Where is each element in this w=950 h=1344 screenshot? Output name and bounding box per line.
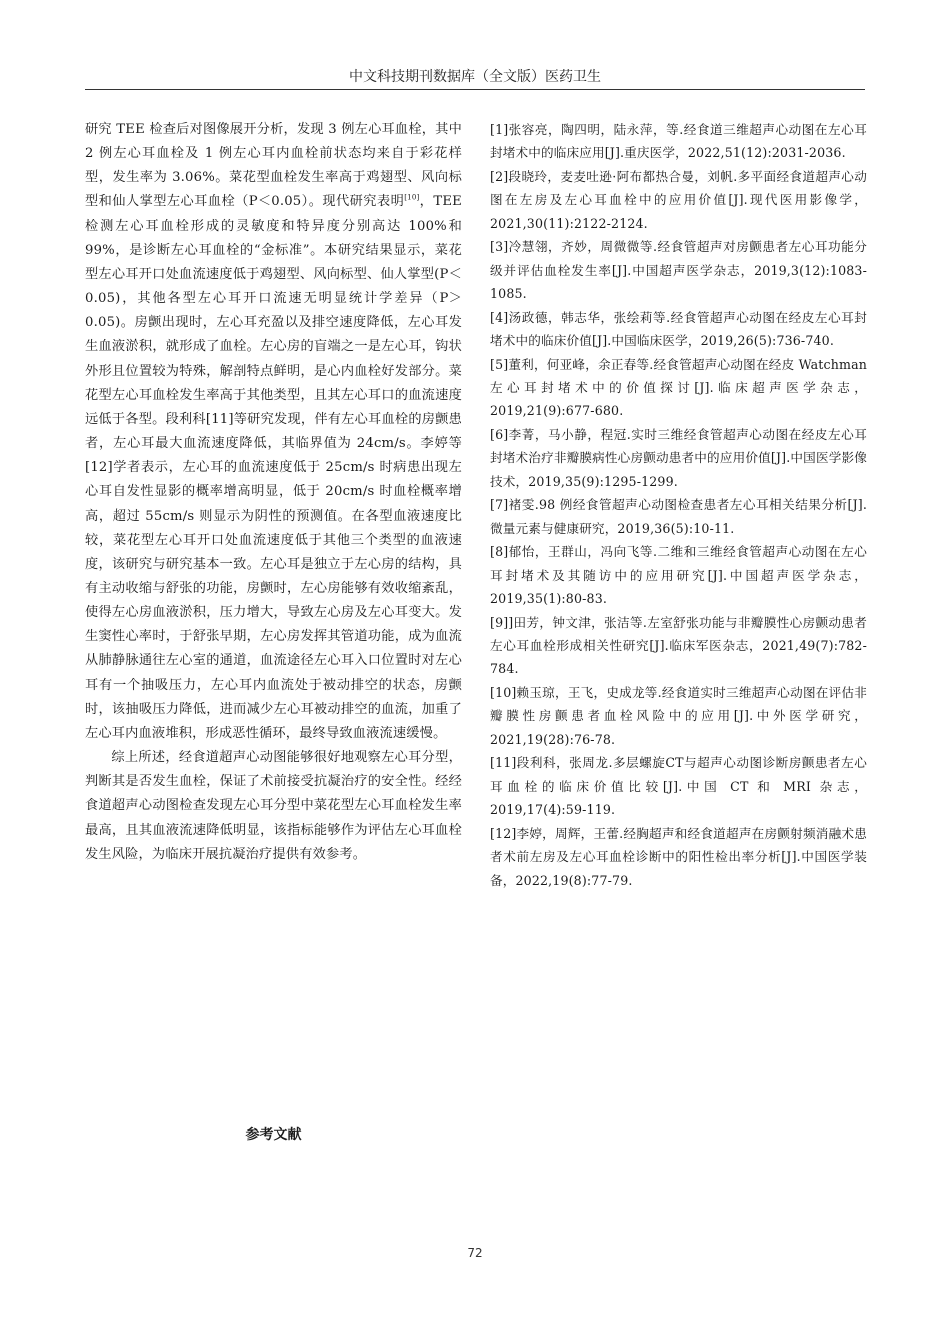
references-column [490,118,867,892]
reference-item: [2]段晓玲，麦麦吐逊·阿布都热合曼，刘帆.多平面经食道超声心动图在左房及左心耳血栓中的应用价值[J].现代医用影像学，2021,30(11):2122-2124. [490,168,867,231]
page-number: 72 [467,1246,483,1260]
reference-item: [7]褚雯.98 例经食管超声心动图检查患者左心耳相关结果分析[J].微量元素与健康研究，2019,36(5):10-11. [490,497,867,536]
reference-item: [6]李菁，马小静，程冠.实时三维经食管超声心动图在经皮左心耳封堵术治疗非瓣膜病性心房颤动患者中的应用价值[J].中国医学影像技术，2019,35(9):1295-1299. [490,426,867,489]
references-heading: 参考文献 [245,1127,302,1143]
reference-item: [10]赖玉琼，王飞，史成龙等.经食道实时三维超声心动图在评估非瓣膜性房颤患者血栓风险中的应用[J].中外医学研究，2021,19(28):76-78. [490,684,867,747]
journal-header: 中文科技期刊数据库（全文版）医药卫生 [349,69,601,85]
reference-item: [5]董利，何亚峰，余正春等.经食管超声心动图在经皮 Watchman 左心耳封堵术中的价值探讨[J].临床超声医学杂志，2019,21(9):677-680. [490,356,867,419]
body-paragraph-2: 综上所述，经食道超声心动图能够很好地观察左心耳分型，判断其是否发生血栓，保证了术前接受抗凝治疗的安全性。经经食道超声心动图检查发现左心耳分型中菜花型左心耳血栓发生率最高，且其血液流速降低明显，该指标能够作为评估左心耳血栓发生风险，为临床开展抗凝治疗提供有效参考。 [85,750,462,862]
header-divider [85,89,865,90]
reference-item: [9]]田芳，钟文津，张洁等.左室舒张功能与非瓣膜性心房颤动患者左心耳血栓形成相关性研究[J].临床军医杂志，2021,49(7):782-784. [490,614,867,677]
body-paragraph-1-part-a: 研究 TEE 检查后对图像展开分析，发现 3 例左心耳血栓，其中 2 例左心耳血栓及 1 例左心耳内血栓前状态均来自于彩花样型，发生率为 3.06%。菜花型血栓发生率高于鸡翅型、风向标型和仙人掌型左心耳血栓（P＜0.05）。现代研究表明 [85,122,462,210]
citation-10: [10] [404,194,420,203]
body-paragraph-1 [85,118,462,746]
body-text-column [85,118,462,867]
reference-item: [1]张容亮，陶四明，陆永萍，等.经食道三维超声心动图在左心耳封堵术中的临床应用[J].重庆医学，2022,51(12):2031-2036. [490,122,867,161]
reference-item: [3]冷慧翎，齐妙，周微微等.经食管超声对房颤患者左心耳功能分级并评估血栓发生率[J].中国超声医学杂志，2019,3(12):1083-1085. [490,239,867,302]
reference-item: [12]李婷，周辉，王蕾.经胸超声和经食道超声在房颤射频消融术患者术前左房及左心耳血栓诊断中的阳性检出率分析[J].中国医学装备，2022,19(8):77-79. [490,825,867,888]
body-paragraph-1-part-b: ，TEE 检测左心耳血栓形成的灵敏度和特异度分别高达 100%和 99%，是诊断左心耳血栓的“金标准”。本研究结果显示，菜花型左心耳开口处血流速度低于鸡翅型、风向标型、仙人掌型(P＜0.05)，其他各型左心耳开口流速无明显统计学差异（P＞0.05)。房颤出现时，左心耳充盈以及排空速度降低，左心耳发生血液淤积，就形成了血栓。左心房的盲端之一是左心耳，钩状外形且位置较为特殊，解剖特点鲜明，是心内血栓好发部分。菜花型左心耳血栓发生率高于其他类型，且其左心耳口的血流速度远低于各型。段利科[11]等研究发现，伴有左心耳血栓的房颤患者，左心耳最大血流速度降低，其临界值为 24cm/s。李婷等[12]学者表示，左心耳的血流速度低于 25cm/s 时病患出现左心耳自发性显影的概率增高明显，低于 20cm/s 时血栓概率增高，超过 55cm/s 则显示为阴性的预测值。在各型血液速度比较，菜花型左心耳开口处血流速度低于其他三个类型的血液速度，该研究与研究基本一致。左心耳是独立于左心房的结构，具有主动收缩与舒张的功能，房颤时，左心房能够有效收缩紊乱，使得左心房血液淤积，压力增大，导致左心房及左心耳变大。发生窦性心率时，于舒张早期，左心房发挥其管道功能，成为血流从肺静脉通往左心室的通道，血流途径左心耳入口位置时对左心耳有一个抽吸压力，左心耳内血流处于被动排空的状态，房颤时，该抽吸压力降低，进而减少左心耳被动排空的血流，加重了左心耳内血液堆积，形成恶性循环，最终导致血液流速缓慢。 [85,194,462,741]
reference-item: [11]段利科，张周龙.多层螺旋CT与超声心动图诊断房颤患者左心耳血栓的临床价值比较[J].中国 CT 和 MRI 杂志，2019,17(4):59-119. [490,755,867,818]
reference-item: [8]郁怡，王群山，冯向飞等.二维和三维经食管超声心动图在左心耳封堵术及其随访中的应用研究[J].中国超声医学杂志，2019,35(1):80-83. [490,544,867,607]
reference-item: [4]汤政德，韩志华，张绘莉等.经食管超声心动图在经皮左心耳封堵术中的临床价值[J].中国临床医学，2019,26(5):736-740. [490,309,867,349]
